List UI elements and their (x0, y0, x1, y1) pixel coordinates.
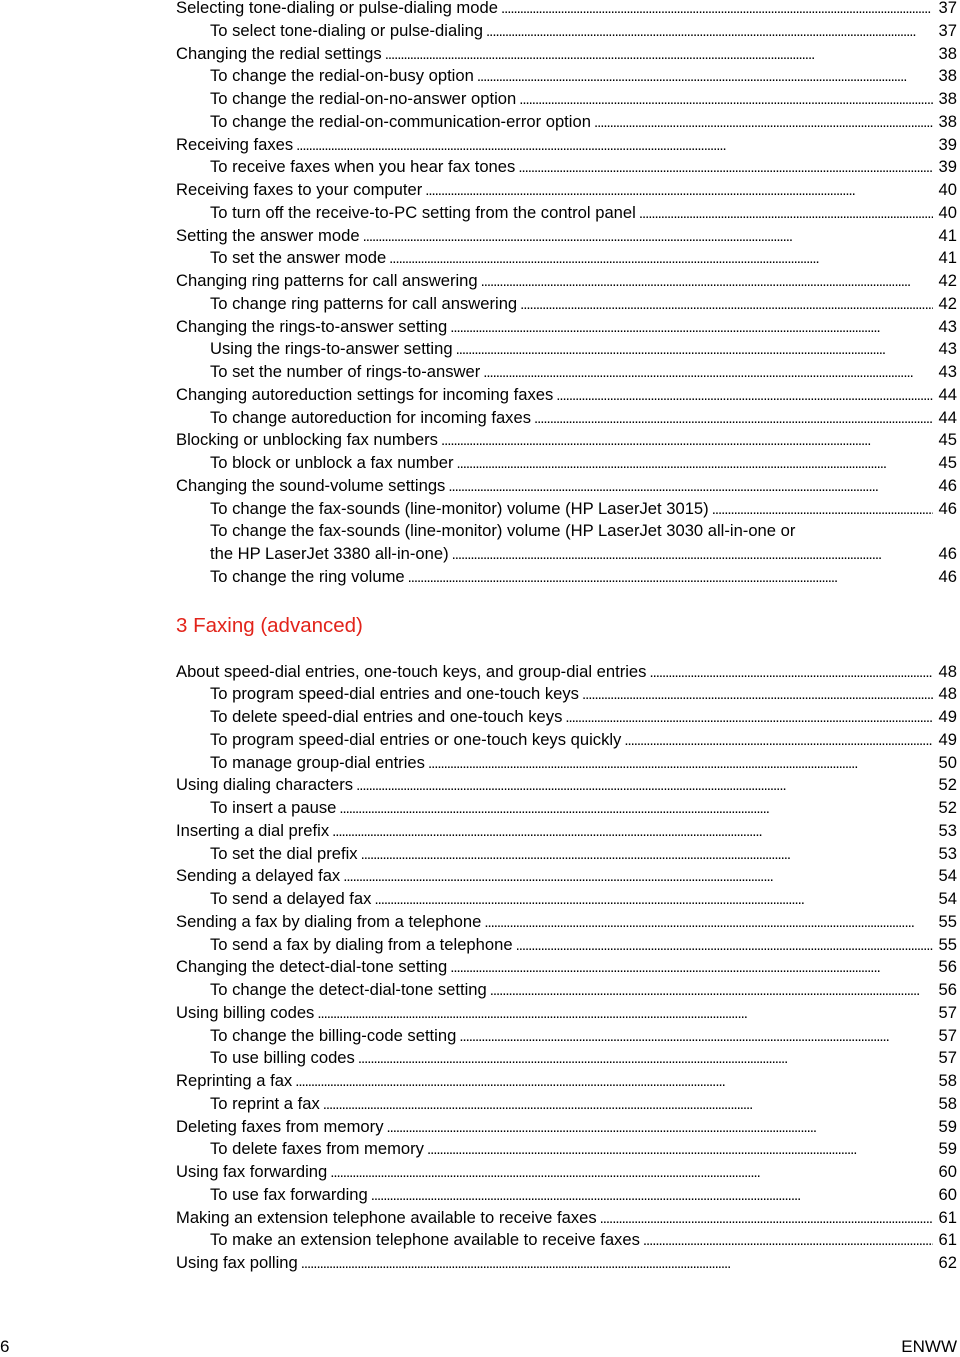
toc-dot-leader (481, 271, 933, 294)
toc-entry-page: 37 (938, 0, 957, 17)
toc-entry-page: 39 (938, 134, 957, 154)
toc-entry-page: 53 (938, 843, 957, 863)
toc-entry[interactable] (176, 1070, 957, 1093)
toc-entry-title: To set the answer mode (210, 248, 387, 268)
toc-entry-title: Using the rings-to-answer setting (210, 339, 453, 359)
toc-dot-leader (483, 362, 933, 385)
toc-entry-title: To change the detect-dial-tone setting (210, 980, 487, 999)
toc-entry[interactable] (176, 88, 957, 111)
toc-entry[interactable] (176, 475, 957, 498)
toc-dot-leader (385, 44, 933, 67)
toc-entry[interactable] (176, 338, 957, 361)
toc-entry-title: Blocking or unblocking fax numbers (176, 430, 438, 450)
toc-entry-title: Inserting a dial prefix (176, 820, 330, 840)
toc-entry-title: the HP LaserJet 3380 all-in-one) (210, 544, 449, 563)
toc-entry[interactable] (176, 543, 957, 566)
toc-entry[interactable] (176, 934, 957, 957)
toc-entry-page: 38 (938, 89, 957, 108)
toc-entry-title: To change the fax-sounds (line-monitor) volume (HP LaserJet 3015) (210, 498, 709, 518)
toc-entry-page: 56 (938, 957, 957, 977)
toc-dot-leader (356, 775, 933, 798)
toc-dot-leader (301, 1253, 933, 1276)
toc-entry-title: To change the redial-on-busy option (210, 66, 474, 86)
toc-entry-page: 38 (938, 43, 957, 63)
toc-dot-leader (639, 203, 933, 226)
toc-entry-page: 62 (938, 1253, 957, 1272)
toc-dot-leader (516, 935, 933, 958)
toc-entry[interactable] (176, 774, 957, 797)
toc-entry-page: 52 (938, 798, 957, 817)
toc-entry[interactable] (176, 1252, 957, 1275)
toc-entry-title: To change ring patterns for call answering (210, 293, 518, 313)
toc-entry-title: To change autoreduction for incoming faxes (210, 407, 532, 427)
toc-entry-title: Receiving faxes to your computer (176, 180, 423, 199)
toc-entry-title: Changing autoreduction settings for incoming faxes (176, 384, 554, 404)
toc-entry[interactable] (176, 1184, 957, 1207)
toc-dot-leader (363, 226, 933, 249)
toc-entry-page: 58 (938, 1071, 957, 1090)
toc-entry-page: 53 (938, 820, 957, 840)
toc-entry-title: Changing the rings-to-answer setting (176, 316, 448, 336)
toc-entry[interactable] (176, 752, 957, 775)
toc-section-before (176, 0, 957, 589)
toc-dot-leader (534, 408, 933, 431)
toc-dot-leader (358, 1048, 933, 1071)
toc-dot-leader (459, 1026, 933, 1049)
toc-dot-leader (518, 157, 933, 180)
toc-entry[interactable] (176, 683, 957, 706)
toc-entry-page: 37 (938, 20, 957, 40)
toc-entry-title: To select tone-dialing or pulse-dialing (210, 20, 484, 40)
toc-entry-title: Receiving faxes (176, 134, 294, 154)
toc-entry[interactable] (176, 384, 957, 407)
toc-entry-title: To block or unblock a fax number (210, 453, 454, 472)
toc-entry[interactable] (176, 956, 957, 979)
toc-dot-leader (519, 89, 933, 112)
toc-dot-leader (594, 112, 933, 135)
toc-entry-page: 46 (938, 498, 957, 518)
toc-dot-leader (296, 135, 933, 158)
toc-entry-title: Using fax polling (176, 1253, 298, 1272)
toc-entry-page: 48 (938, 661, 957, 681)
toc-entry-page: 46 (938, 566, 957, 586)
toc-dot-leader (624, 730, 933, 753)
toc-entry-page: 57 (938, 1025, 957, 1045)
toc-entry[interactable] (176, 247, 957, 270)
toc-entry[interactable] (176, 1025, 957, 1048)
toc-entry-page: 41 (938, 248, 957, 268)
toc-dot-leader (428, 753, 933, 776)
toc-entry[interactable] (176, 407, 957, 430)
toc-entry[interactable] (176, 843, 957, 866)
toc-entry[interactable] (176, 729, 957, 752)
toc-entry[interactable] (176, 111, 957, 134)
toc-dot-leader (649, 662, 933, 685)
toc-entry-title: Reprinting a fax (176, 1071, 293, 1090)
toc-entry-title: Changing the redial settings (176, 43, 382, 63)
toc-entry-title: To delete speed-dial entries and one-touch keys (210, 707, 563, 726)
toc-entry-title: To reprint a fax (210, 1093, 320, 1113)
toc-entry-page: 61 (938, 1207, 957, 1227)
toc-entry-page: 42 (938, 293, 957, 313)
toc-entry[interactable] (176, 293, 957, 316)
toc-entry-page: 44 (938, 384, 957, 404)
toc-entry[interactable] (176, 888, 957, 911)
toc-entry-title: To set the dial prefix (210, 843, 358, 863)
toc-dot-leader (456, 339, 933, 362)
toc-dot-leader (323, 1094, 933, 1117)
toc-dot-leader (484, 912, 933, 935)
toc-dot-leader (361, 844, 933, 867)
toc-dot-leader (486, 21, 933, 44)
toc-dot-leader (452, 544, 933, 567)
toc-dot-leader (387, 1117, 934, 1140)
toc-entry-page: 43 (938, 316, 957, 336)
toc-entry[interactable] (176, 316, 957, 339)
toc-entry-page: 45 (938, 453, 957, 472)
toc-entry-page: 56 (938, 980, 957, 999)
toc-dot-leader (448, 476, 933, 499)
toc-entry-title: Deleting faxes from memory (176, 1116, 384, 1136)
toc-dot-leader (600, 1208, 933, 1231)
toc-entry[interactable] (176, 156, 957, 179)
toc-entry-page: 57 (938, 1002, 957, 1022)
toc-dot-leader (343, 866, 933, 889)
toc-dot-leader (520, 294, 933, 317)
toc-dot-leader (450, 317, 933, 340)
toc-entry[interactable] (176, 1161, 957, 1184)
toc-entry-page: 52 (938, 775, 957, 795)
toc-entry-title: To manage group-dial entries (210, 752, 425, 772)
toc-dot-leader (712, 499, 933, 522)
toc-entry-title: To change the billing-code setting (210, 1025, 457, 1045)
toc-dot-leader (556, 385, 933, 408)
toc-dot-leader (457, 453, 933, 476)
toc-dot-leader (582, 684, 933, 707)
toc-entry-title: To send a fax by dialing from a telephone (210, 934, 513, 954)
toc-entry[interactable] (176, 1116, 957, 1139)
toc-entry-page: 46 (938, 544, 957, 563)
toc-entry-page: 49 (938, 729, 957, 749)
toc-dot-leader (389, 248, 933, 271)
toc-entry[interactable] (176, 65, 957, 88)
toc-entry-title: To change the ring volume (210, 566, 405, 586)
toc-entry[interactable] (176, 202, 957, 225)
toc-entry[interactable] (176, 911, 957, 934)
toc-entry[interactable] (176, 1229, 957, 1252)
toc-entry-title: To program speed-dial entries and one-touch keys (210, 684, 579, 704)
toc-entry-page: 38 (938, 111, 957, 131)
toc-entry-title: Selecting tone-dialing or pulse-dialing mode (176, 0, 498, 17)
toc-dot-leader (330, 1162, 933, 1185)
toc-entry-page: 45 (938, 430, 957, 450)
toc-entry-title: To program speed-dial entries or one-touch keys quickly (210, 729, 622, 749)
toc-entry[interactable] (176, 1207, 957, 1230)
toc-entry[interactable] (176, 361, 957, 384)
toc-entry[interactable] (176, 43, 957, 66)
toc-dot-leader (374, 889, 933, 912)
toc-entry-page: 40 (938, 180, 957, 199)
toc-entry-title: To make an extension telephone available to receive faxes (210, 1230, 640, 1250)
toc-entry-title: To delete faxes from memory (210, 1139, 424, 1159)
toc-dot-leader (408, 567, 933, 590)
toc-entry[interactable] (176, 706, 957, 729)
toc-entry-title: About speed-dial entries, one-touch keys, and group-dial entries (176, 661, 647, 681)
toc-entry-page: 43 (938, 362, 957, 381)
toc-entry-title: Sending a delayed fax (176, 866, 341, 886)
toc-entry[interactable] (176, 452, 957, 475)
toc-entry[interactable] (176, 498, 957, 521)
toc-entry-page: 59 (938, 1116, 957, 1136)
toc-entry-page: 54 (938, 866, 957, 886)
toc-entry-page: 61 (938, 1230, 957, 1250)
toc-entry[interactable] (176, 865, 957, 888)
toc-dot-leader (643, 1230, 933, 1253)
toc-entry-title: Setting the answer mode (176, 225, 360, 245)
toc-entry-title: To insert a pause (210, 798, 337, 817)
toc-entry-title: Using fax forwarding (176, 1162, 328, 1181)
chapter-title[interactable]: 3 Faxing (advanced) (176, 613, 363, 637)
toc-dot-leader (490, 980, 933, 1003)
toc-entry-title: To change the fax-sounds (line-monitor) volume (HP LaserJet 3030 all-in-one or (210, 521, 796, 541)
toc-entry-title: Changing the detect-dial-tone setting (176, 957, 448, 977)
toc-dot-leader (441, 430, 933, 453)
toc-entry-page: 42 (938, 271, 957, 290)
toc-entry-title: Changing the sound-volume settings (176, 475, 446, 495)
toc-entry[interactable] (176, 1093, 957, 1116)
toc-dot-leader (425, 180, 933, 203)
toc-entry[interactable] (176, 270, 957, 293)
toc-entry-title: To set the number of rings-to-answer (210, 362, 481, 381)
footer-page-number: 6 (0, 1337, 10, 1356)
toc-entry-title: Using billing codes (176, 1002, 315, 1022)
toc-entry[interactable] (176, 429, 957, 452)
toc-entry-title: To use billing codes (210, 1048, 355, 1068)
toc-entry-title: Sending a fax by dialing from a telephone (176, 911, 482, 931)
toc-entry-page: 49 (938, 707, 957, 726)
toc-entry[interactable] (176, 979, 957, 1002)
toc-entry-page: 38 (938, 66, 957, 86)
toc-entry[interactable] (176, 566, 957, 589)
toc-entry-page: 55 (938, 911, 957, 931)
toc-entry[interactable] (176, 820, 957, 843)
toc-dot-leader (501, 0, 933, 21)
toc-dot-leader (477, 66, 933, 89)
toc-entry-page: 39 (938, 157, 957, 177)
toc-entry-page: 43 (938, 339, 957, 359)
toc-entry[interactable] (176, 20, 957, 43)
toc-entry-title: Using dialing characters (176, 775, 354, 795)
toc-entry-title: To change the redial-on-communication-error option (210, 111, 591, 131)
toc-entry[interactable] (176, 1047, 957, 1070)
toc-entry-page: 54 (938, 889, 957, 908)
toc-dot-leader (295, 1071, 933, 1094)
table-of-contents (176, 0, 957, 1275)
toc-dot-leader (450, 957, 933, 980)
toc-entry-title: To send a delayed fax (210, 889, 372, 908)
toc-entry[interactable] (176, 797, 957, 820)
toc-entry-title: To change the redial-on-no-answer option (210, 89, 517, 108)
toc-entry[interactable] (176, 179, 957, 202)
toc-entry[interactable] (176, 0, 957, 20)
toc-entry-title: To turn off the receive-to-PC setting from the control panel (210, 202, 636, 222)
toc-entry-page: 46 (938, 475, 957, 495)
toc-entry-page: 44 (938, 407, 957, 427)
toc-dot-leader (371, 1185, 933, 1208)
toc-entry-page: 55 (938, 934, 957, 954)
toc-entry-page: 50 (938, 752, 957, 772)
toc-entry[interactable] (176, 225, 957, 248)
toc-entry[interactable] (176, 134, 957, 157)
toc-entry[interactable] (176, 520, 957, 543)
footer-label: ENWW (901, 1337, 957, 1356)
toc-entry-page: 57 (938, 1048, 957, 1068)
toc-dot-leader (332, 821, 933, 844)
toc-entry-page: 60 (938, 1162, 957, 1181)
toc-dot-leader (339, 798, 933, 821)
toc-entry-page: 60 (938, 1184, 957, 1204)
toc-entry-page: 40 (938, 202, 957, 222)
toc-entry[interactable] (176, 1002, 957, 1025)
toc-entry-title: Changing ring patterns for call answering (176, 271, 478, 290)
toc-entry[interactable] (176, 661, 957, 684)
toc-entry-title: To receive faxes when you hear fax tones (210, 157, 516, 177)
toc-entry-page: 59 (938, 1139, 957, 1159)
toc-dot-leader (427, 1139, 933, 1162)
toc-entry-title: To use fax forwarding (210, 1184, 368, 1204)
toc-entry-page: 41 (938, 225, 957, 245)
toc-section-after (176, 661, 957, 1275)
toc-entry-title: Making an extension telephone available to receive faxes (176, 1207, 597, 1227)
toc-entry[interactable] (176, 1138, 957, 1161)
toc-dot-leader (565, 707, 933, 730)
toc-entry-page: 48 (938, 684, 957, 704)
toc-dot-leader (317, 1003, 933, 1026)
toc-entry-page: 58 (938, 1093, 957, 1113)
